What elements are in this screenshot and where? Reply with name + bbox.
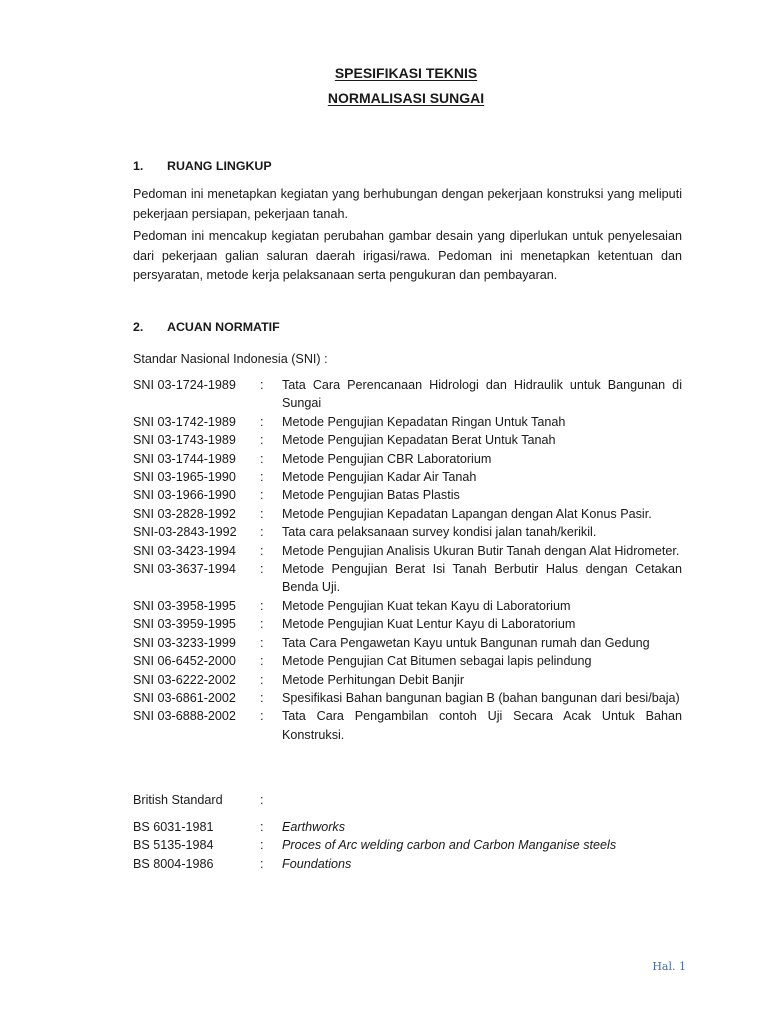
reference-colon: : (260, 820, 264, 834)
sni-reference-row (133, 450, 682, 468)
reference-description: Metode Perhitungan Debit Banjir (282, 672, 465, 687)
sni-reference-row (133, 413, 682, 431)
reference-code: SNI 03-1965-1990 (133, 470, 236, 485)
reference-colon: : (260, 635, 264, 650)
reference-description: Metode Pengujian Analisis Ukuran Butir Tanah dengan Alat Hidrometer. (282, 543, 680, 558)
reference-code: SNI 03-3423-1994 (133, 543, 236, 558)
reference-code: BS 5135-1984 (133, 838, 214, 853)
reference-description: Metode Pengujian Cat Bitumen sebagai lapis pelindung (282, 654, 592, 669)
section-number: 1. (133, 159, 144, 173)
section-number: 2. (133, 320, 144, 334)
reference-code: BS 6031-1981 (133, 820, 214, 834)
reference-code: SNI 03-3959-1995 (133, 617, 236, 632)
reference-code: BS 8004-1986 (133, 856, 214, 871)
sni-reference-row (133, 376, 682, 413)
document-title-line2: NORMALISASI SUNGAI (327, 90, 485, 106)
section-heading-acuan-normatif (133, 320, 280, 334)
reference-code: SNI 03-1724-1989 (133, 378, 236, 392)
reference-code: SNI 03-1966-1990 (133, 488, 236, 503)
reference-code: SNI 03-2828-1992 (133, 506, 236, 521)
reference-description: Metode Pengujian Berat Isi Tanah Berbutir Halus dengan Cetakan Benda Uji. (282, 562, 682, 595)
reference-code: SNI 03-6222-2002 (133, 672, 236, 687)
reference-description: Metode Pengujian Kepadatan Berat Untuk Tanah (282, 433, 556, 448)
section-title: ACUAN NORMATIF (167, 320, 280, 334)
reference-colon: : (260, 672, 264, 687)
reference-colon: : (260, 654, 264, 669)
reference-code: SNI-03-2843-1992 (133, 525, 237, 540)
reference-code: SNI 03-6888-2002 (133, 709, 236, 724)
reference-code: SNI 03-3637-1994 (133, 562, 236, 577)
sni-reference-row (133, 689, 682, 707)
reference-description: Tata cara pelaksanaan survey kondisi jalan tanah/kerikil. (282, 525, 597, 540)
reference-colon: : (260, 598, 264, 613)
reference-description: Metode Pengujian Kuat Lentur Kayu di Laboratorium (282, 617, 576, 632)
reference-colon: : (260, 414, 264, 429)
reference-code: SNI 06-6452-2000 (133, 654, 236, 669)
reference-description: Earthworks (282, 820, 345, 834)
reference-description: Proces of Arc welding carbon and Carbon Manganise steels (282, 838, 617, 853)
reference-colon: : (260, 856, 264, 871)
bs-reference-row (133, 836, 682, 854)
reference-colon: : (260, 617, 264, 632)
page-number: Hal. 1 (652, 960, 686, 973)
reference-colon: : (260, 378, 264, 392)
reference-colon: : (260, 543, 264, 558)
reference-colon: : (260, 451, 264, 466)
reference-description: Metode Pengujian Kadar Air Tanah (282, 470, 477, 485)
bs-reference-row (133, 855, 682, 873)
reference-description: Tata Cara Perencanaan Hidrologi dan Hidraulik untuk Bangunan di Sungai (282, 378, 682, 411)
british-standard-label: British Standard (133, 793, 223, 807)
sni-reference-row (133, 468, 682, 486)
reference-description: Metode Pengujian CBR Laboratorium (282, 451, 492, 466)
sni-reference-row (133, 634, 682, 652)
sni-reference-row (133, 671, 682, 689)
sni-reference-row (133, 486, 682, 504)
reference-colon: : (260, 690, 264, 705)
section-heading-ruang-lingkup (133, 159, 272, 173)
reference-code: SNI 03-3958-1995 (133, 598, 236, 613)
reference-colon: : (260, 525, 264, 540)
reference-code: SNI 03-1743-1989 (133, 433, 236, 448)
reference-colon: : (260, 488, 264, 503)
sni-reference-row (133, 542, 682, 560)
bs-reference-row (133, 818, 682, 836)
reference-description: Spesifikasi Bahan bangunan bagian B (bahan bangunan dari besi/baja) (282, 690, 680, 705)
paragraph-scope-2: Pedoman ini mencakup kegiatan perubahan gambar desain yang diperlukan untuk penyelesaian dari pekerjaan galian saluran daerah irigasi/rawa. Pedoman ini menetapkan ketentuan dan persyaratan, metode kerja pelaksanaan serta pengukuran dan pembayaran. (133, 229, 682, 282)
reference-colon: : (260, 838, 264, 853)
document-title-line1: SPESIFIKASI TEKNIS (334, 65, 478, 81)
paragraph-scope-1: Pedoman ini menetapkan kegiatan yang berhubungan dengan pekerjaan konstruksi yang meliputi pekerjaan persiapan, pekerjaan tanah. (133, 187, 682, 221)
reference-colon: : (260, 433, 264, 448)
reference-description: Metode Pengujian Kepadatan Lapangan dengan Alat Konus Pasir. (282, 506, 652, 521)
sni-reference-row (133, 597, 682, 615)
sni-intro: Standar Nasional Indonesia (SNI) : (133, 352, 328, 366)
sni-reference-row (133, 505, 682, 523)
reference-description: Metode Pengujian Batas Plastis (282, 488, 460, 503)
reference-code: SNI 03-3233-1999 (133, 635, 236, 650)
sni-reference-row (133, 615, 682, 633)
bs-reference-list (133, 818, 682, 873)
reference-description: Metode Pengujian Kepadatan Ringan Untuk Tanah (282, 414, 566, 429)
sni-reference-row (133, 652, 682, 670)
reference-description: Metode Pengujian Kuat tekan Kayu di Laboratorium (282, 598, 571, 613)
reference-code: SNI 03-6861-2002 (133, 690, 236, 705)
reference-colon: : (260, 562, 264, 577)
reference-description: Tata Cara Pengawetan Kayu untuk Bangunan rumah dan Gedung (282, 635, 650, 650)
sni-reference-row (133, 431, 682, 449)
section-title: RUANG LINGKUP (167, 159, 272, 173)
reference-code: SNI 03-1744-1989 (133, 451, 236, 466)
reference-code: SNI 03-1742-1989 (133, 414, 236, 429)
sni-reference-list (133, 376, 682, 744)
reference-colon: : (260, 506, 264, 521)
reference-colon: : (260, 709, 264, 724)
sni-reference-row (133, 523, 682, 541)
reference-description: Foundations (282, 856, 352, 871)
british-standard-colon: : (260, 793, 264, 807)
reference-description: Tata Cara Pengambilan contoh Uji Secara Acak Untuk Bahan Konstruksi. (282, 709, 682, 742)
reference-colon: : (260, 470, 264, 485)
sni-reference-row (133, 560, 682, 597)
sni-reference-row (133, 707, 682, 744)
